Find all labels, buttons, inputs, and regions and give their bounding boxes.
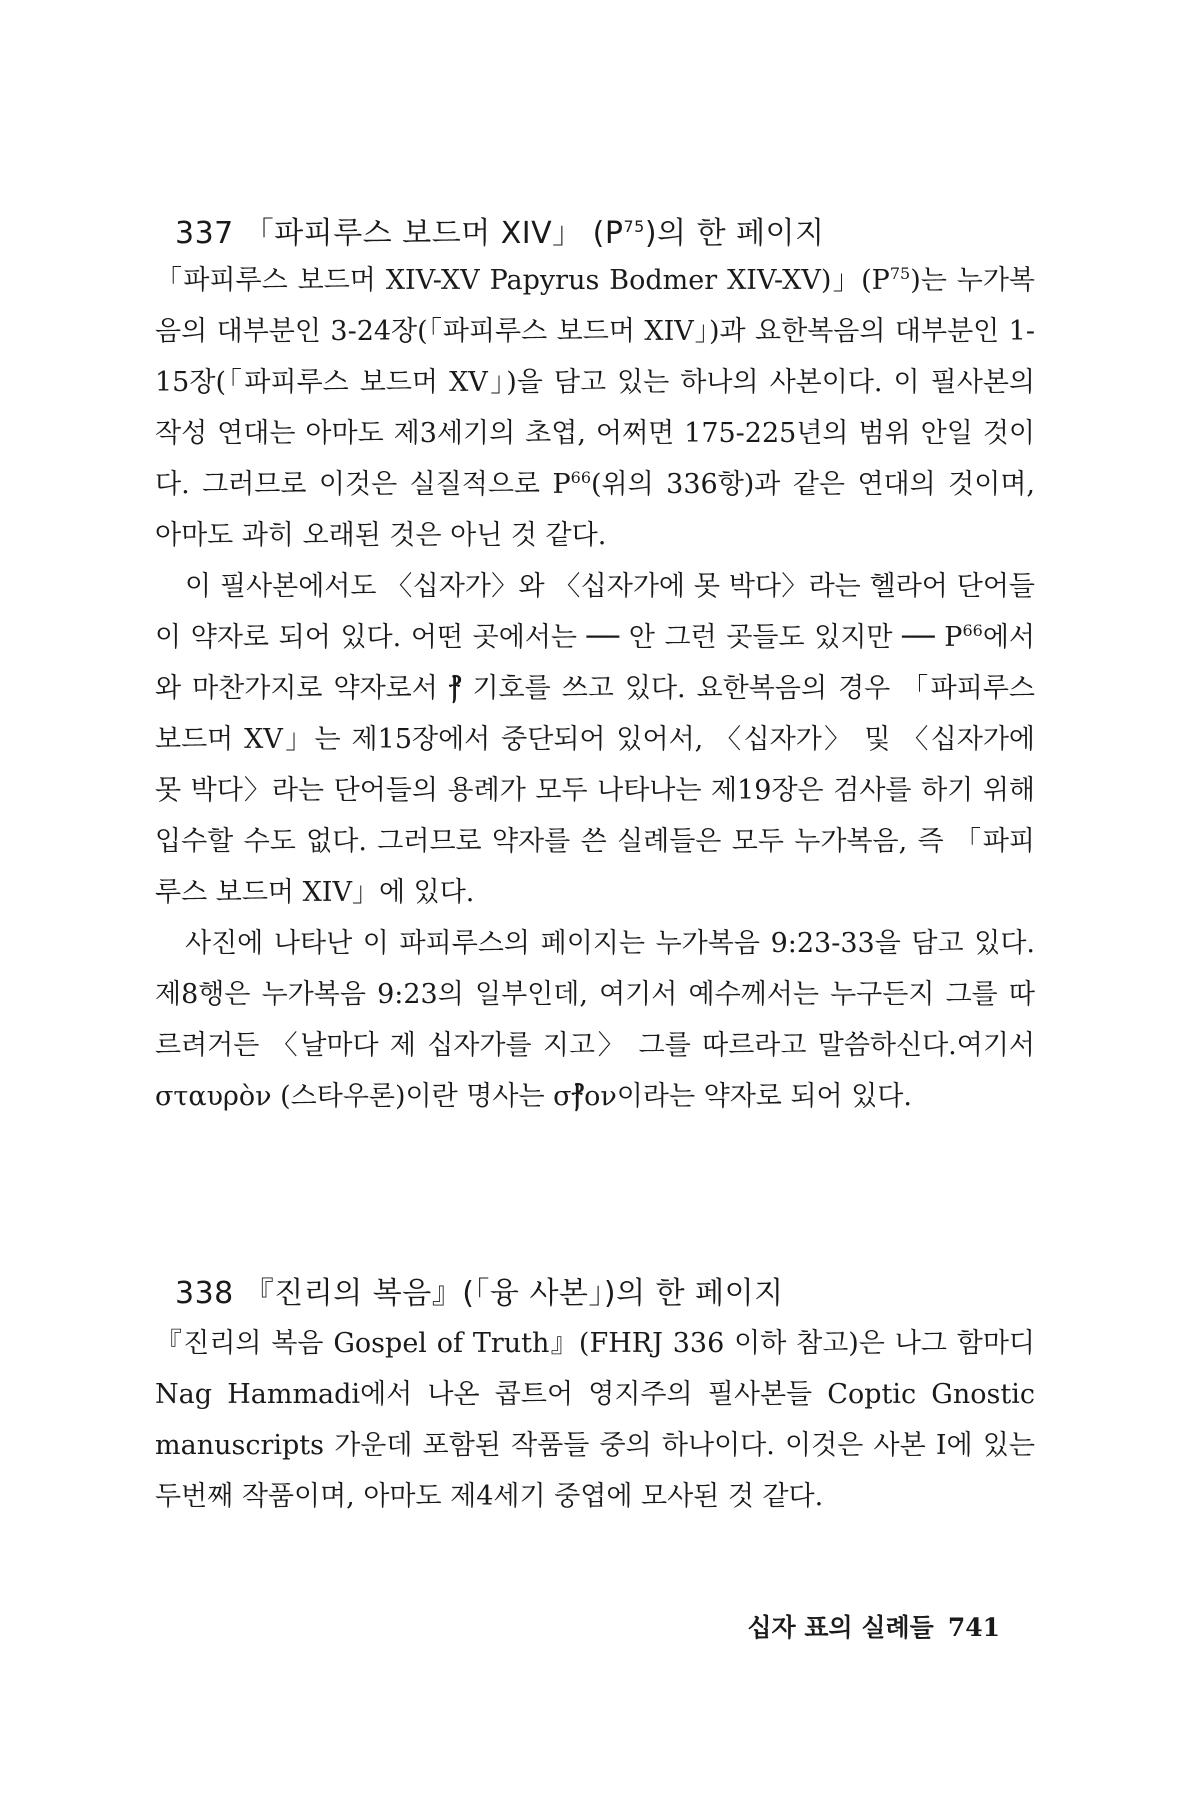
section-337-body (155, 255, 1035, 1122)
staurogram-symbol: ⳨ (448, 673, 462, 704)
running-title: 십자 표의 실례들 (747, 1613, 934, 1642)
staurogram-symbol: ⳨ (571, 1081, 585, 1112)
section-337-paragraph-2: 이 필사본에서도 〈십자가〉와 〈십자가에 못 박다〉라는 헬라어 단어들이 약자로 되어 있다. 어떤 곳에서는 ── 안 그런 곳들도 있지만 ── $P^{66}$에서와 마찬가지로 약자로서 ⳨ 기호를 쓰고 있다. 요한복음의 경우 「파피루스 보드머 XV」는 제15장에서 중단되어 있어서, 〈십자가〉 및 〈십자가에 못 박다〉라는 단어들의 용례가 모두 나타나는 제19장은 검사를 하기 위해 입수할 수도 없다. 그러므로 약자를 쓴 실례들은 모두 누가복음, 즉 「파피루스 보드머 XIV」에 있다. (155, 571, 1035, 908)
section-337-paragraph-3: 사진에 나타난 이 파피루스의 페이지는 누가복음 9:23-33을 담고 있다. 제8행은 누가복음 9:23의 일부인데, 여기서 예수께서는 누구든지 그를 따르려거든 〈날마다 제 십자가를 지고〉 그를 따르라고 말씀하신다.여기서 σταυρὸν (스타우론)이란 명사는 σ⳨ον이라는 약자로 되어 있다. (155, 928, 1035, 1112)
section-338-body (155, 1318, 1035, 1522)
section-337-paragraph-1: 「파피루스 보드머 XIV-XV Papyrus Bodmer XIV-XV)」$(P^{75})$는 누가복음의 대부분인 3-24장(「파피루스 보드머 XIV」)과 요한복음의 대부분인 1-15장(「파피루스 보드머 XV」)을 담고 있는 하나의 사본이다. 이 필사본의 작성 연대는 아마도 제3세기의 초엽, 어쩌면 175-225년의 범위 안일 것이다. 그러므로 이것은 실질적으로 $P^{66}$(위의 336항)과 같은 연대의 것이며, 아마도 과히 오래된 것은 아닌 것 같다. (155, 264, 1035, 551)
section-338-paragraph-1: 『진리의 복음 Gospel of Truth』(FHRJ 336 이하 참고)은 나그 함마디 Nag Hammadi에서 나온 콥트어 영지주의 필사본들 Coptic Gnostic manuscripts 가운데 포함된 작품들 중의 하나이다. 이것은 사본 I에 있는 두번째 작품이며, 아마도 제4세기 중엽에 모사된 것 같다. (155, 1328, 1035, 1512)
section-337-heading: 337 「파피루스 보드머 XIV」 $(P^{75})$의 한 페이지 (175, 216, 825, 251)
page-number: 741 (947, 1613, 1000, 1642)
section-338-heading: 338 『진리의 복음』(「융 사본」)의 한 페이지 (175, 1276, 784, 1311)
page-footer (747, 1608, 1000, 1644)
